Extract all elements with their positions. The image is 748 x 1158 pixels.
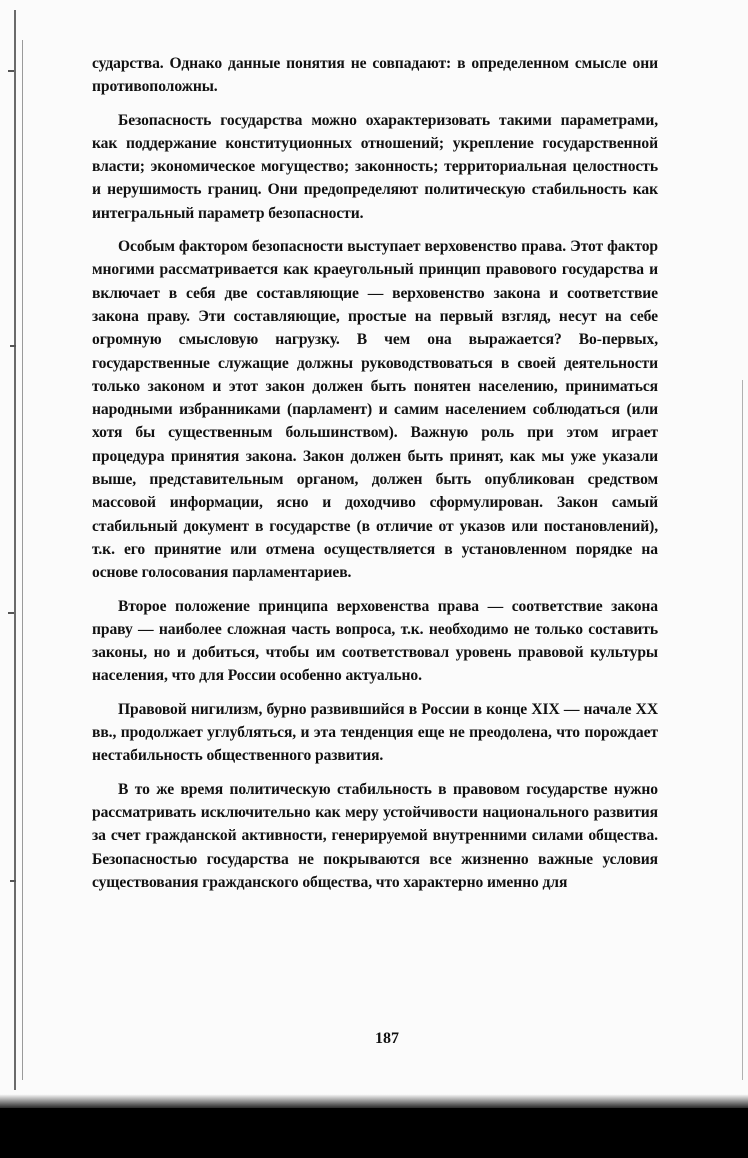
paragraph: Безопасность государства можно охарактеризовать такими параметрами, как поддержание конституционных отношений; укрепление государственной власти; экономическое могущество; законность; территориальная целостность и нерушимость границ. Они предопределяют политическую стабильность как интегральный параметр безопасности. [92,111,658,222]
page-right-edge [742,380,743,1080]
paragraph: Правовой нигилизм, бурно развившийся в России в конце XIX — начале XX вв., продолжает углубляться, и эта тенденция еще не преодолена, что порождает нестабильность общественного развития. [92,700,658,765]
page-binding-edge-inner [22,40,23,1080]
scan-artifact [10,880,16,882]
scan-artifact [10,345,16,347]
page-number: 187 [375,1030,399,1047]
scan-artifact [8,612,14,614]
scan-bottom-border [0,1108,748,1158]
paragraph: Второе положение принципа верховенства права — соответствие закона праву — наиболее сложная часть вопроса, т.к. необходимо не только составить законы, но и добиться, чтобы им соответствовал уровень правовой культуры населения, что для России особенно актуально. [92,597,658,685]
scan-bottom-shadow [0,1094,748,1108]
body-text [92,52,658,894]
paragraph: Особым фактором безопасности выступает верховенство права. Этот фактор многими рассматривается как краеугольный принцип правового государства и включает в себя две составляющие — верховенство закона и соответствие закона праву. Эти составляющие, простые на первый взгляд, несут на себе огромную смысловую нагрузку. В чем она выражается? Во-первых, государственные служащие должны руководствоваться в своей деятельности только законом и этот закон должен быть понятен населению, приниматься народными избранниками (парламент) и самим населением соблюдаться (или хотя бы существенным большинством). Важную роль при этом играет процедура принятия закона. Закон должен быть принят, как мы уже указали выше, представительным органом, должен быть опубликован средством массовой информации, ясно и доходчиво сформулирован. Закон самый стабильный документ в государстве (в отличие от указов или постановлений), т.к. его принятие или отмена осуществляется в установленном порядке на основе голосования парламентариев. [92,238,658,582]
paragraph: В то же время политическую стабильность в правовом государстве нужно рассматривать исключительно как меру устойчивости национального развития за счет гражданской активности, генерируемой внутренними силами общества. Безопасностью государства не покрываются все жизненно важные условия существования гражданского общества, что характерно именно для [92,780,658,891]
scan-artifact [8,70,14,72]
page-binding-edge [14,10,16,1090]
paragraph-continuation: сударства. Однако данные понятия не совпадают: в определенном смысле они противоположны. [92,55,658,96]
